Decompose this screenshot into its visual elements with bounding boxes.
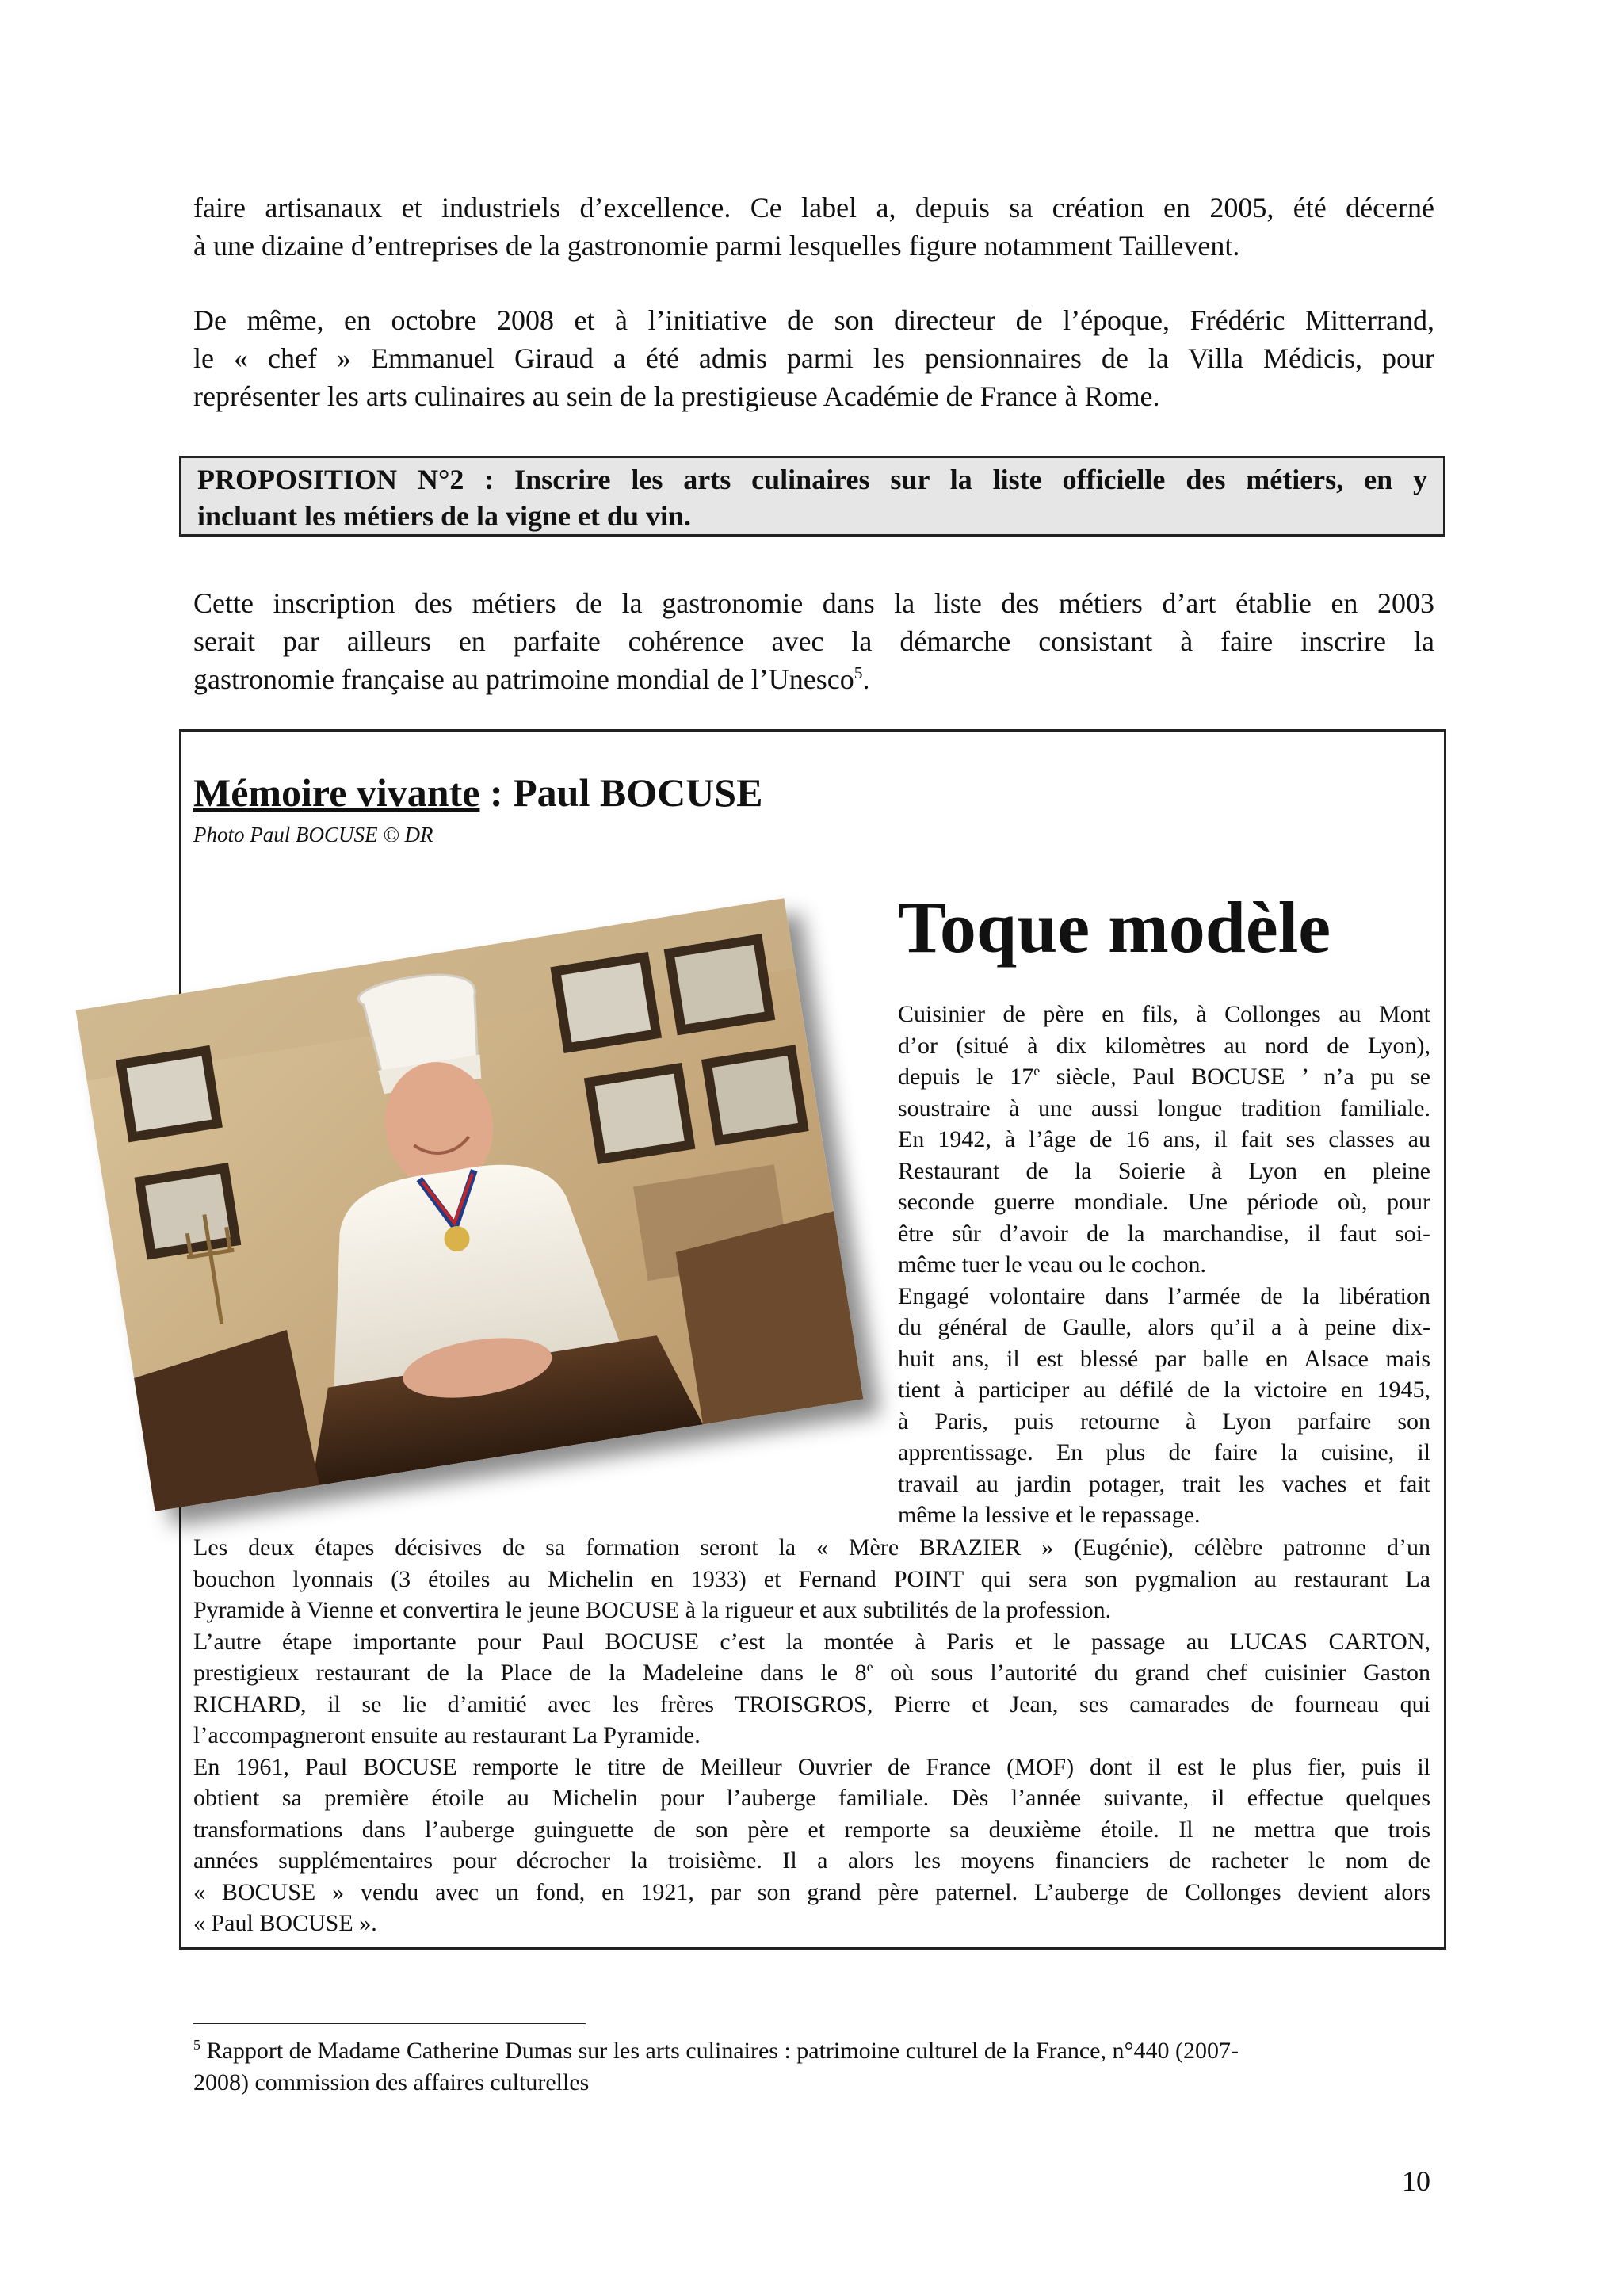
photo-credit: Photo Paul BOCUSE © DR — [193, 823, 433, 846]
unesco-line-3-text: gastronomie française au patrimoine mondial de l’Unesco — [193, 663, 854, 695]
unesco-line-3-end: . — [862, 663, 870, 695]
side-line: tient à participer au défilé de la victoire en 1945, — [898, 1377, 1430, 1403]
intro-line: à une dizaine d’entreprises de la gastronomie parmi lesquelles figure notamment Taillevent. — [193, 230, 1240, 262]
side-line: apprentissage. En plus de faire la cuisine, il — [898, 1439, 1430, 1465]
body-line: l’accompagneront ensuite au restaurant La Pyramide. — [193, 1722, 701, 1748]
side-line: Engagé volontaire dans l’armée de la libération — [898, 1282, 1430, 1309]
body-line-part: où sous l’autorité du grand chef cuisinier Gaston — [873, 1660, 1430, 1686]
medicis-line: le « chef » Emmanuel Giraud a été admis parmi les pensionnaires de la Villa Médicis, pour — [193, 342, 1434, 374]
footnote-text: Rapport de Madame Catherine Dumas sur les arts culinaires : patrimoine culturel de la France, n°440 (2007- — [200, 2038, 1239, 2064]
body-line: obtient sa première étoile au Michelin pour l’auberge familiale. Dès l’année suivante, il effectue quelques — [193, 1785, 1430, 1811]
body-line: « Paul BOCUSE ». — [193, 1910, 377, 1936]
proposition-box — [179, 456, 1445, 537]
memoire-vivante-title — [193, 769, 762, 816]
unesco-line: serait par ailleurs en parfaite cohérence avec la démarche consistant à faire inscrire la — [193, 625, 1434, 657]
body-line — [193, 1657, 1430, 1689]
medicis-line: De même, en octobre 2008 et à l’initiative de son directeur de l’époque, Frédéric Mitterrand, — [193, 304, 1434, 336]
side-line: travail au jardin potager, trait les vaches et fait — [898, 1470, 1430, 1497]
superscript: e — [1033, 1063, 1041, 1079]
body-line: RICHARD, il se lie d’amitié avec les frères TROISGROS, Pierre et Jean, ses camarades de fourneau qui — [193, 1690, 1430, 1717]
footnote-line: 2008) commission des affaires culturelles — [193, 2069, 590, 2095]
side-line: d’or (situé à dix kilomètres au nord de Lyon), — [898, 1032, 1430, 1059]
side-line: En 1942, à l’âge de 16 ans, il fait ses classes au — [898, 1126, 1430, 1152]
memoire-vivante-label: Mémoire vivante — [193, 770, 480, 815]
medicis-line: représenter les arts culinaires au sein de la prestigieuse Académie de France à Rome. — [193, 380, 1160, 412]
footnote — [193, 2035, 1430, 2099]
side-line-part: siècle, Paul BOCUSE ’ n’a pu se — [1040, 1064, 1431, 1090]
proposition-line-2: incluant les métiers de la vigne et du vin. — [197, 500, 691, 532]
body-line: bouchon lyonnais (3 étoiles au Michelin en 1933) et Fernand POINT qui sera son pygmalion au restaurant La — [193, 1565, 1430, 1592]
side-line: même tuer le veau ou le cochon. — [898, 1251, 1207, 1278]
side-line: du général de Gaulle, alors qu’il a à peine dix- — [898, 1314, 1430, 1340]
body-line: années supplémentaires pour décrocher la troisième. Il a alors les moyens financiers de racheter le nom de — [193, 1847, 1430, 1874]
unesco-paragraph — [193, 584, 1434, 698]
footnote-number: 5 — [193, 2037, 200, 2053]
bocuse-body-text — [193, 1532, 1430, 1939]
page-number: 10 — [1402, 2165, 1430, 2197]
toque-modele-title: Toque modèle — [898, 887, 1331, 968]
body-line: « BOCUSE » vendu avec un fond, en 1921, par son grand père paternel. L’auberge de Collonges devient alors — [193, 1878, 1430, 1905]
side-line-part: depuis le 17 — [898, 1064, 1034, 1090]
body-line: transformations dans l’auberge guinguette de son père et remporte sa deuxième étoile. Il ne mettra que trois — [193, 1816, 1430, 1843]
side-line: huit ans, il est blessé par balle en Alsace mais — [898, 1345, 1430, 1372]
medicis-paragraph — [193, 301, 1434, 415]
body-line: L’autre étape importante pour Paul BOCUSE c’est la montée à Paris et le passage au LUCAS CARTON, — [193, 1628, 1430, 1655]
intro-paragraph — [193, 189, 1434, 265]
side-line — [898, 1061, 1430, 1093]
footnote-line — [193, 2035, 1430, 2067]
side-line: seconde guerre mondiale. Une période où, pour — [898, 1189, 1430, 1215]
body-line: En 1961, Paul BOCUSE remporte le titre de Meilleur Ouvrier de France (MOF) dont il est le plus fier, puis il — [193, 1753, 1430, 1780]
toque-side-text — [898, 999, 1430, 1531]
side-line: Restaurant de la Soierie à Lyon en pleine — [898, 1157, 1430, 1184]
unesco-line: Cette inscription des métiers de la gastronomie dans la liste des métiers d’art établie en 2003 — [193, 587, 1434, 619]
side-line: même la lessive et le repassage. — [898, 1502, 1201, 1528]
proposition-line-1: PROPOSITION N°2 : Inscrire les arts culinaires sur la liste officielle des métiers, en y — [197, 464, 1427, 495]
side-line: soustraire à une aussi longue tradition familiale. — [898, 1095, 1430, 1121]
footnote-separator — [193, 2023, 586, 2024]
intro-line: faire artisanaux et industriels d’excellence. Ce label a, depuis sa création en 2005, été décerné — [193, 192, 1434, 223]
footnote-reference[interactable]: 5 — [854, 663, 863, 682]
unesco-line — [193, 660, 1434, 698]
side-line: être sûr d’avoir de la marchandise, il faut soi- — [898, 1220, 1430, 1247]
body-line-part: prestigieux restaurant de la Place de la Madeleine dans le 8 — [193, 1660, 867, 1686]
side-line: à Paris, puis retourne à Lyon parfaire son — [898, 1408, 1430, 1435]
body-line: Pyramide à Vienne et convertira le jeune BOCUSE à la rigueur et aux subtilités de la profession. — [193, 1597, 1112, 1623]
superscript: e — [866, 1659, 873, 1675]
side-line: Cuisinier de père en fils, à Collonges au Mont — [898, 1001, 1430, 1027]
memoire-vivante-name: : Paul BOCUSE — [479, 770, 763, 815]
body-line: Les deux étapes décisives de sa formation seront la « Mère BRAZIER » (Eugénie), célèbre patronne d’un — [193, 1534, 1430, 1561]
